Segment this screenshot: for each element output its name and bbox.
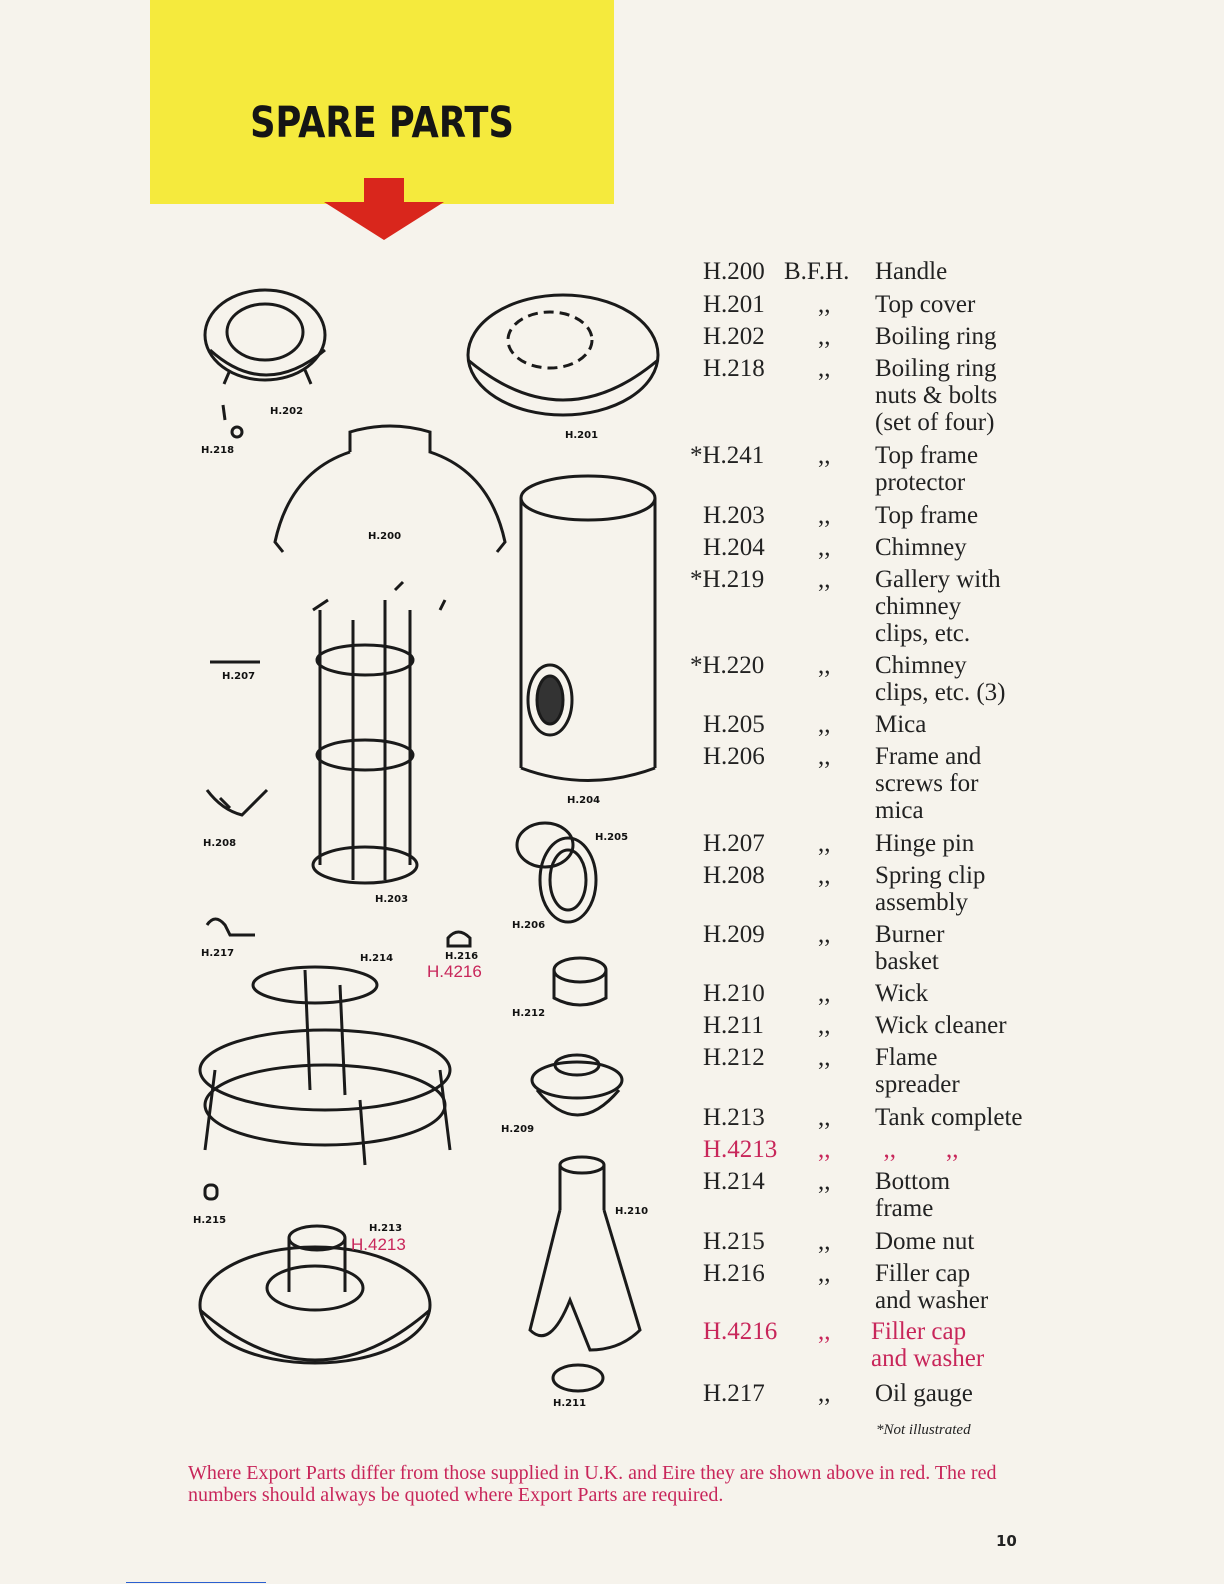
ditto-mark: ,, bbox=[818, 711, 831, 738]
part-code: *H.219 bbox=[690, 566, 765, 593]
top-cover-drawing bbox=[468, 295, 658, 415]
part-code: H.210 bbox=[703, 980, 765, 1007]
part-description: Top frame protector bbox=[875, 442, 979, 496]
label-h212: H.212 bbox=[512, 1008, 546, 1019]
part-code: H.217 bbox=[703, 1380, 765, 1407]
label-h205: H.205 bbox=[595, 832, 629, 843]
part-description: Dome nut bbox=[875, 1228, 975, 1255]
part-code: *H.241 bbox=[690, 442, 765, 469]
ditto-mark: ,, bbox=[818, 980, 831, 1007]
label-h203: H.203 bbox=[375, 894, 409, 905]
part-description: Wick bbox=[875, 980, 929, 1007]
part-code: H.206 bbox=[703, 743, 765, 770]
boiling-ring-drawing bbox=[205, 290, 325, 384]
part-code: H.207 bbox=[703, 830, 765, 857]
ditto-mark: ,, bbox=[818, 1380, 831, 1407]
top-frame-drawing bbox=[313, 582, 445, 883]
part-description: Chimney bbox=[875, 534, 967, 561]
part-code: H.205 bbox=[703, 711, 765, 738]
part-description: Filler cap and washer bbox=[875, 1260, 989, 1314]
part-description: Frame and screws for mica bbox=[875, 743, 982, 824]
part-description: Top frame bbox=[875, 502, 979, 529]
ditto-mark: B.F.H. bbox=[784, 258, 850, 285]
ditto-mark: ,, bbox=[818, 921, 831, 948]
part-description: Oil gauge bbox=[875, 1380, 973, 1407]
ditto-mark: ,, bbox=[818, 502, 831, 529]
label-h213: H.213 bbox=[369, 1223, 403, 1234]
label-h217: H.217 bbox=[201, 948, 235, 959]
part-code: H.202 bbox=[703, 323, 765, 350]
ditto-mark: ,, bbox=[818, 1012, 831, 1039]
ditto-mark: ,, bbox=[818, 743, 831, 770]
ditto-mark: ,, bbox=[818, 1318, 831, 1345]
ditto-mark: ,, bbox=[818, 652, 831, 679]
ditto-mark: ,, bbox=[818, 1136, 831, 1163]
label-h215: H.215 bbox=[193, 1215, 227, 1226]
part-description: Bottom frame bbox=[875, 1168, 951, 1222]
ditto-mark: ,, bbox=[818, 862, 831, 889]
label-h201: H.201 bbox=[565, 430, 599, 441]
label-h4216: H.4216 bbox=[427, 962, 482, 981]
down-arrow-icon bbox=[324, 178, 444, 240]
label-h207: H.207 bbox=[222, 671, 256, 682]
ditto-mark: ,, bbox=[818, 1228, 831, 1255]
wick-cleaner-drawing bbox=[553, 1365, 603, 1391]
part-description: Hinge pin bbox=[875, 830, 975, 857]
part-code: H.211 bbox=[703, 1012, 764, 1039]
ditto-mark: ,, bbox=[818, 355, 831, 382]
export-parts-footnote: Where Export Parts differ from those supplied in U.K. and Eire they are shown above in red. The red numbers should always be quoted where Export Parts are required. bbox=[188, 1462, 997, 1506]
spring-clip-drawing bbox=[207, 790, 267, 815]
part-description: Gallery with chimney clips, etc. bbox=[875, 566, 1001, 647]
exploded-parts-illustration bbox=[185, 270, 675, 1420]
ditto-mark: ,, bbox=[818, 1044, 831, 1071]
label-h204: H.204 bbox=[567, 795, 601, 806]
ditto-mark: ,, bbox=[818, 1104, 831, 1131]
chimney-drawing bbox=[521, 476, 655, 781]
flame-spreader-drawing bbox=[554, 958, 606, 1005]
part-description: Mica bbox=[875, 711, 927, 738]
ditto-mark: ,, bbox=[818, 566, 831, 593]
label-h209: H.209 bbox=[501, 1124, 535, 1135]
part-code: H.203 bbox=[703, 502, 765, 529]
wick-drawing bbox=[530, 1157, 640, 1350]
ditto-mark: ,, bbox=[818, 442, 831, 469]
part-code: H.218 bbox=[703, 355, 765, 382]
page-title: SPARE PARTS bbox=[250, 98, 514, 148]
part-code: H.212 bbox=[703, 1044, 765, 1071]
part-code: H.209 bbox=[703, 921, 765, 948]
nut-bolt-drawing bbox=[223, 405, 242, 437]
dome-nut-drawing bbox=[205, 1185, 217, 1199]
label-h200: H.200 bbox=[368, 531, 402, 542]
bottom-frame-drawing bbox=[200, 967, 450, 1165]
not-illustrated-note: *Not illustrated bbox=[876, 1422, 971, 1438]
ditto-mark: ,, bbox=[818, 830, 831, 857]
part-code: H.4216 bbox=[703, 1318, 778, 1345]
page-number: 10 bbox=[996, 1532, 1017, 1550]
label-h208: H.208 bbox=[203, 838, 237, 849]
ditto-mark: ,, bbox=[818, 534, 831, 561]
part-code: H.204 bbox=[703, 534, 765, 561]
part-description: Flame spreader bbox=[875, 1044, 960, 1098]
part-code: H.4213 bbox=[703, 1136, 778, 1163]
part-code: H.215 bbox=[703, 1228, 765, 1255]
part-description: Tank complete bbox=[875, 1104, 1023, 1131]
label-h206: H.206 bbox=[512, 920, 546, 931]
label-h210: H.210 bbox=[615, 1206, 649, 1217]
part-description: Burner basket bbox=[875, 921, 945, 975]
ditto-mark: ,, bbox=[818, 1260, 831, 1287]
label-h214: H.214 bbox=[360, 953, 394, 964]
mica-frame-drawing bbox=[517, 823, 596, 922]
bottom-rule bbox=[126, 1582, 266, 1583]
oil-gauge-drawing bbox=[207, 919, 255, 935]
label-h218: H.218 bbox=[201, 445, 235, 456]
part-description: Top cover bbox=[875, 291, 976, 318]
ditto-mark: ,, bbox=[818, 291, 831, 318]
title-banner bbox=[150, 0, 614, 204]
part-description: Chimney clips, etc. (3) bbox=[875, 652, 1006, 706]
ditto-mark: ,, bbox=[818, 323, 831, 350]
ditto-mark: ,, bbox=[818, 1168, 831, 1195]
part-description: Boiling ring bbox=[875, 323, 997, 350]
part-code: H.213 bbox=[703, 1104, 765, 1131]
part-code: H.201 bbox=[703, 291, 765, 318]
part-description: Filler cap and washer bbox=[871, 1318, 985, 1372]
part-description: Wick cleaner bbox=[875, 1012, 1007, 1039]
part-description: ,, ,, bbox=[871, 1136, 959, 1163]
label-h4213: H.4213 bbox=[351, 1235, 406, 1254]
part-description: Spring clip assembly bbox=[875, 862, 986, 916]
part-code: H.216 bbox=[703, 1260, 765, 1287]
part-code: H.208 bbox=[703, 862, 765, 889]
filler-cap-drawing bbox=[448, 932, 470, 946]
part-description: Boiling ring nuts & bolts (set of four) bbox=[875, 355, 998, 436]
burner-basket-drawing bbox=[532, 1055, 622, 1115]
label-h211: H.211 bbox=[553, 1398, 587, 1409]
label-h216: H.216 bbox=[445, 951, 479, 962]
part-code: H.200 bbox=[703, 258, 765, 285]
label-h202: H.202 bbox=[270, 406, 304, 417]
part-description: Handle bbox=[875, 258, 948, 285]
part-code: *H.220 bbox=[690, 652, 765, 679]
part-code: H.214 bbox=[703, 1168, 765, 1195]
